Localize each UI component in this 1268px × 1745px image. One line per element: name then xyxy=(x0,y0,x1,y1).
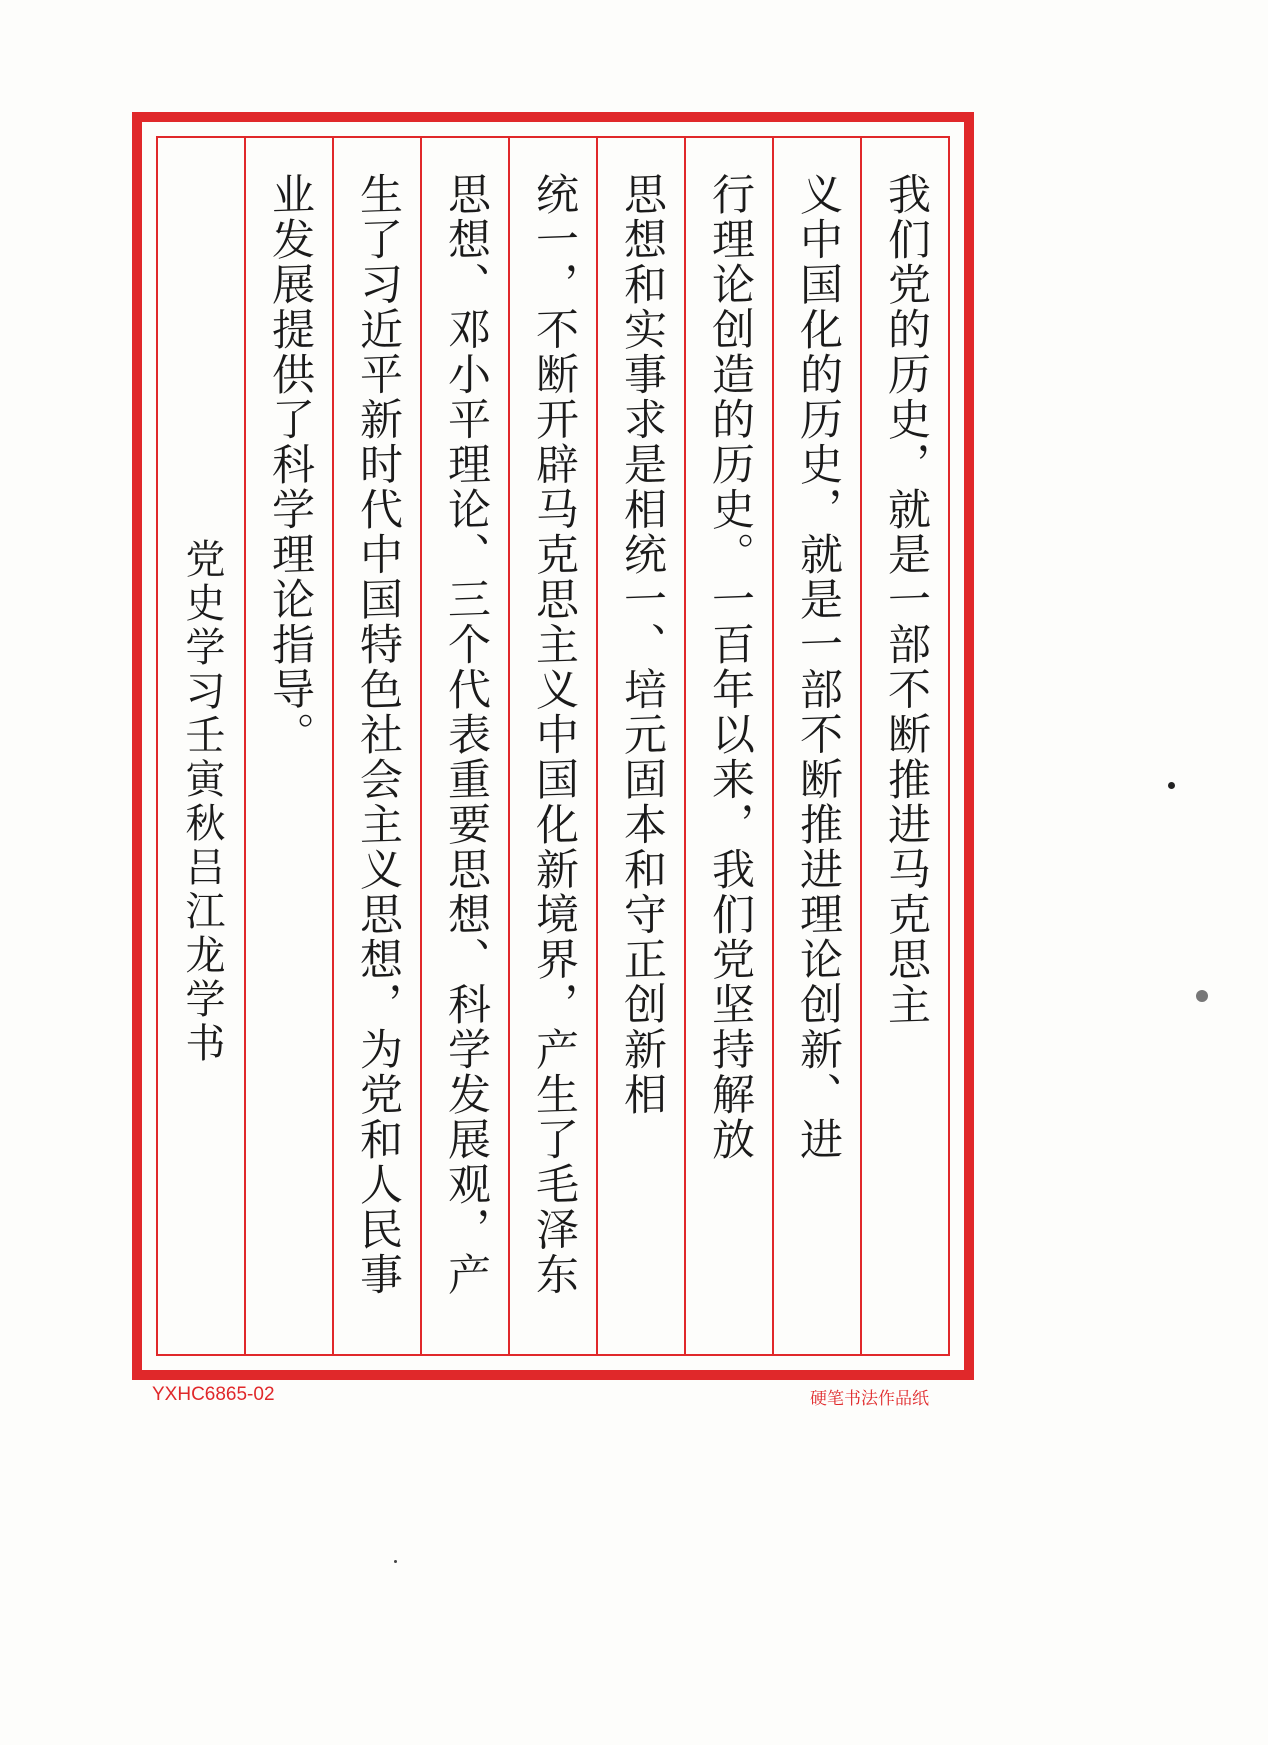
text-column-3: 行理论创造的历史。一百年以来，我们党坚持解放 xyxy=(705,171,755,1163)
text-column-1: 我们党的历史，就是一部不断推进马克思主 xyxy=(881,171,931,1028)
text-column-6: 思想、邓小平理论、三个代表重要思想、科学发展观，产 xyxy=(441,171,491,1298)
signature-column: 党史学习壬寅秋吕江龙学书 xyxy=(179,538,225,1066)
text-column-2: 义中国化的历史，就是一部不断推进理论创新、进 xyxy=(793,171,843,1163)
ink-speck xyxy=(1196,990,1208,1002)
text-column-5: 统一，不断开辟马克思主义中国化新境界，产生了毛泽东 xyxy=(529,171,579,1298)
text-column-7: 生了习近平新时代中国特色社会主义思想，为党和人民事 xyxy=(353,171,403,1298)
column-grid xyxy=(158,138,948,1354)
ink-speck xyxy=(1168,782,1175,789)
paper-name-label: 硬笔书法作品纸 xyxy=(810,1389,929,1409)
text-column-4: 思想和实事求是相统一、培元固本和守正创新相 xyxy=(617,171,667,1118)
inner-red-frame xyxy=(156,136,950,1356)
paper-code-label: YXHC6865-02 xyxy=(152,1384,275,1405)
ink-speck xyxy=(394,1560,397,1563)
text-column-8: 业发展提供了科学理论指导。 xyxy=(265,171,315,758)
